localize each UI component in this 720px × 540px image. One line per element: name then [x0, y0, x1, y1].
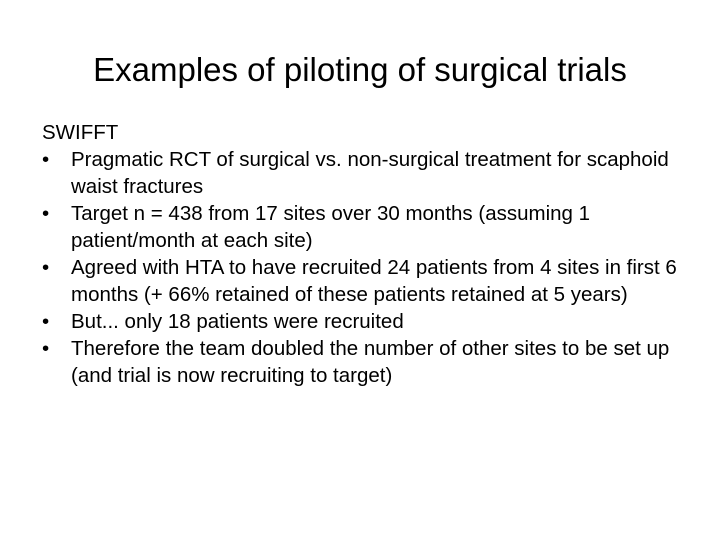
- bullet-dot-icon: •: [42, 202, 50, 225]
- bullet-item: [42, 254, 692, 308]
- bullet-item: [42, 146, 692, 200]
- bullet-dot-icon: •: [42, 310, 50, 333]
- bullet-text: Target n = 438 from 17 sites over 30 months (assuming 1 patient/month at each site): [71, 202, 591, 252]
- bullet-text: Pragmatic RCT of surgical vs. non-surgical treatment for scaphoid waist fractures: [71, 148, 669, 198]
- bullet-list: [42, 146, 692, 389]
- bullet-dot-icon: •: [42, 337, 50, 360]
- slide-body: [42, 119, 692, 389]
- section-heading: SWIFFT: [42, 121, 119, 144]
- bullet-text: Therefore the team doubled the number of other sites to be set up (and trial is now recruiting to target): [71, 337, 670, 387]
- bullet-text: But... only 18 patients were recruited: [71, 310, 404, 333]
- bullet-item: [42, 200, 692, 254]
- bullet-item: [42, 308, 692, 335]
- bullet-dot-icon: •: [42, 148, 50, 171]
- slide-title: Examples of piloting of surgical trials: [93, 51, 627, 88]
- bullet-dot-icon: •: [42, 256, 50, 279]
- bullet-item: [42, 335, 692, 389]
- bullet-text: Agreed with HTA to have recruited 24 patients from 4 sites in first 6 months (+ 66% retained of these patients retained at 5 years): [71, 256, 677, 306]
